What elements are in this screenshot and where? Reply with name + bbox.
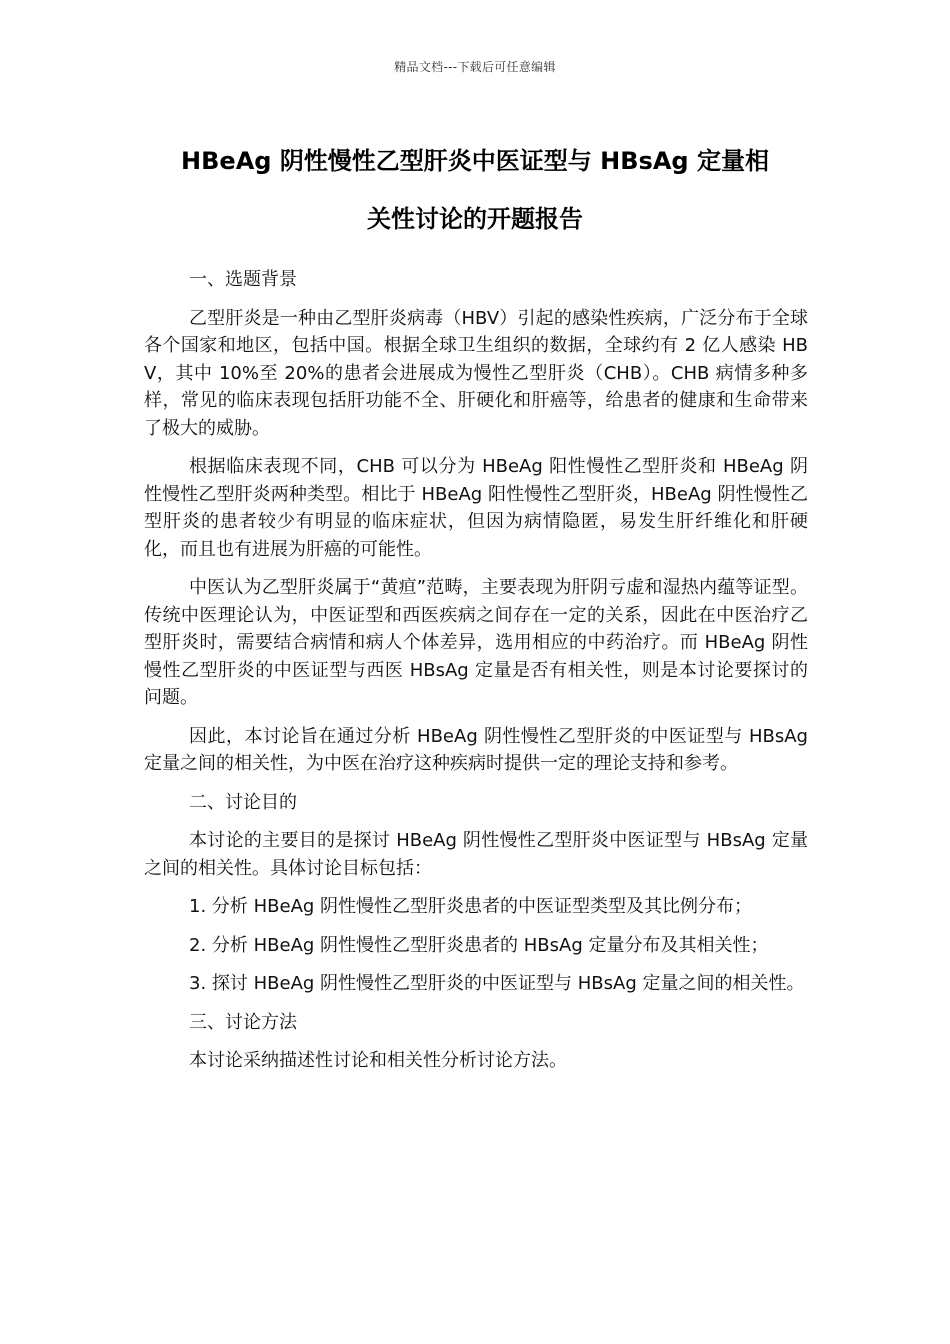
section-heading-background: 一、选题背景	[189, 269, 297, 290]
section-heading-purpose: 二、讨论目的	[189, 791, 297, 813]
paragraph: 根据临床表现不同，CHB 可以分为 HBeAg 阳性慢性乙型肝炎和 HBeAg 阴性慢性乙型肝炎两种类型。相比于 HBeAg 阳性慢性乙型肝炎，HBeAg 阴性慢性乙型肝炎的患者较少有明显的临床症状，但因为病情隐匿，易发生肝纤维化和肝硬化，而且也有进展为肝癌的可能性。	[144, 456, 808, 560]
paragraph: 本讨论采纳描述性讨论和相关性分析讨论方法。	[189, 1050, 567, 1071]
list-item: 3. 探讨 HBeAg 阴性慢性乙型肝炎的中医证型与 HBsAg 定量之间的相关性。	[189, 973, 805, 994]
page-header-watermark: 精品文档---下载后可任意编辑	[394, 60, 556, 74]
list-item: 2. 分析 HBeAg 阴性慢性乙型肝炎患者的 HBsAg 定量分布及其相关性；	[189, 934, 769, 956]
paragraph: 因此，本讨论旨在通过分析 HBeAg 阴性慢性乙型肝炎的中医证型与 HBsAg 定量之间的相关性，为中医在治疗这种疾病时提供一定的理论支持和参考。	[144, 725, 808, 774]
document-body	[144, 266, 808, 1086]
paragraph: 本讨论的主要目的是探讨 HBeAg 阴性慢性乙型肝炎中医证型与 HBsAg 定量之间的相关性。具体讨论目标包括：	[144, 830, 808, 879]
paragraph: 中医认为乙型肝炎属于“黄疸”范畴，主要表现为肝阴亏虚和湿热内蕴等证型。传统中医理论认为，中医证型和西医疾病之间存在一定的关系，因此在中医治疗乙型肝炎时，需要结合病情和病人个体差异，选用相应的中药治疗。而 HBeAg 阴性慢性乙型肝炎的中医证型与西医 HBsAg 定量是否有相关性，则是本讨论要探讨的问题。	[144, 577, 808, 708]
document-title	[140, 132, 810, 248]
paragraph: 乙型肝炎是一种由乙型肝炎病毒（HBV）引起的感染性疾病，广泛分布于全球各个国家和地区，包括中国。根据全球卫生组织的数据，全球约有 2 亿人感染 HBV，其中 10%至 20%的患者会进展成为慢性乙型肝炎（CHB）。CHB 病情多种多样，常见的临床表现包括肝功能不全、肝硬化和肝癌等，给患者的健康和生命带来了极大的威胁。	[144, 307, 808, 439]
section-heading-method: 三、讨论方法	[189, 1011, 297, 1033]
list-item: 1. 分析 HBeAg 阴性慢性乙型肝炎患者的中医证型类型及其比例分布；	[189, 896, 753, 917]
title-line-2: 关性讨论的开题报告	[367, 205, 583, 233]
title-line-1: HBeAg 阴性慢性乙型肝炎中医证型与 HBsAg 定量相	[181, 147, 769, 175]
